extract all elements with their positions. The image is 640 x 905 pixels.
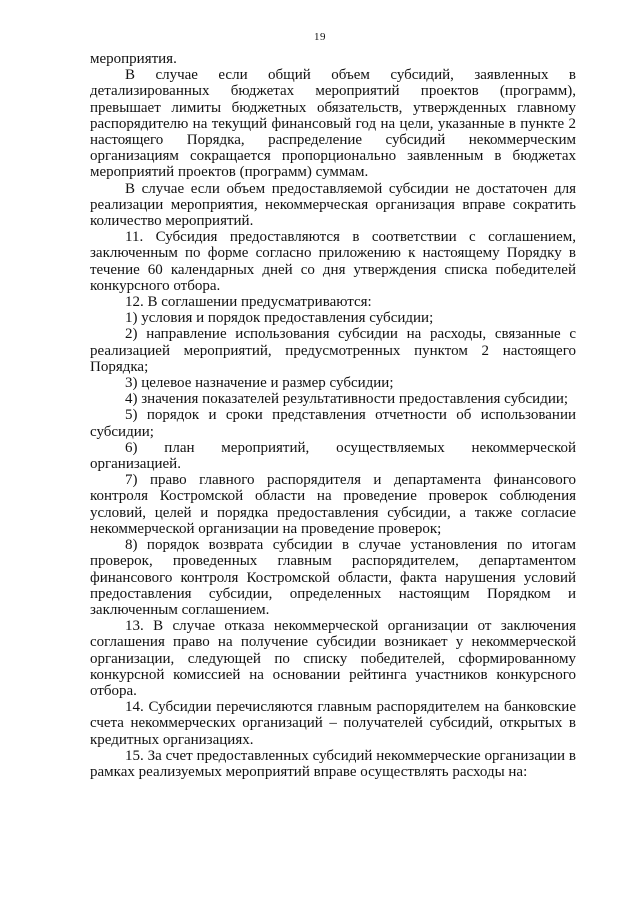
paragraph-clause-11: 11. Субсидия предоставляются в соответствии с соглашением, заключенным по форме согласно приложению к настоящему Порядку в течение 60 календарных дней со дня утверждения списка победителей конкурсного отбора. (90, 229, 576, 294)
paragraph-clause-14: 14. Субсидии перечисляются главным распорядителем на банковские счета некоммерческих организаций – получателей субсидий, открытых в кредитных организациях. (90, 699, 576, 748)
list-item: 1) условия и порядок предоставления субсидии; (125, 310, 434, 327)
list-item: 8) порядок возврата субсидии в случае установления по итогам проверок, проведенных главным распорядителем, департаментом финансового контроля Костромской области, факта нарушения условий предоставления субсидии, определенных настоящим Порядком и заключенным соглашением. (90, 537, 576, 618)
document-body (90, 51, 576, 780)
list-item: 5) порядок и сроки представления отчетности об использовании субсидии; (90, 407, 576, 440)
list-item: 2) направление использования субсидии на расходы, связанные с реализацией мероприятий, предусмотренных пунктом 2 настоящего Порядка; (90, 326, 576, 375)
list-item: 6) план мероприятий, осуществляемых некоммерческой организацией. (90, 439, 576, 473)
paragraph: В случае если общий объем субсидий, заявленных в детализированных бюджетах мероприятий проектов (программ), превышает лимиты бюджетных обязательств, утвержденных главному распорядителю на текущий финансовый год на цели, указанные в пункте 2 настоящего Порядка, распределение субсидий некоммерческим организациям сокращается пропорционально заявленным в бюджетах мероприятий проектов (программ) суммам. (90, 67, 576, 181)
paragraph: мероприятия. (90, 51, 177, 67)
paragraph: В случае если объем предоставляемой субсидии не достаточен для реализации мероприятия, некоммерческая организация вправе сократить количество мероприятий. (90, 180, 576, 230)
list-item: 4) значения показателей результативности предоставления субсидии; (125, 391, 569, 408)
page-number: 19 (314, 31, 326, 43)
paragraph-clause-13: 13. В случае отказа некоммерческой организации от заключения соглашения право на получение субсидии возникает у некоммерческой организации, следующей по списку победителей, сформированному конкурсной комиссией на основании рейтинга участников конкурсного отбора. (90, 618, 576, 699)
list-item: 7) право главного распорядителя и департамента финансового контроля Костромской области на проведение проверок соблюдения условий, целей и порядка предоставления субсидии, а также согласие некоммерческой организации на проведение проверок; (90, 472, 576, 537)
paragraph-clause-15: 15. За счет предоставленных субсидий некоммерческие организации в рамках реализуемых мероприятий вправе осуществлять расходы на: (90, 747, 576, 780)
list-item: 3) целевое назначение и размер субсидии; (125, 375, 394, 392)
paragraph-clause-12: 12. В соглашении предусматриваются: (125, 294, 372, 311)
